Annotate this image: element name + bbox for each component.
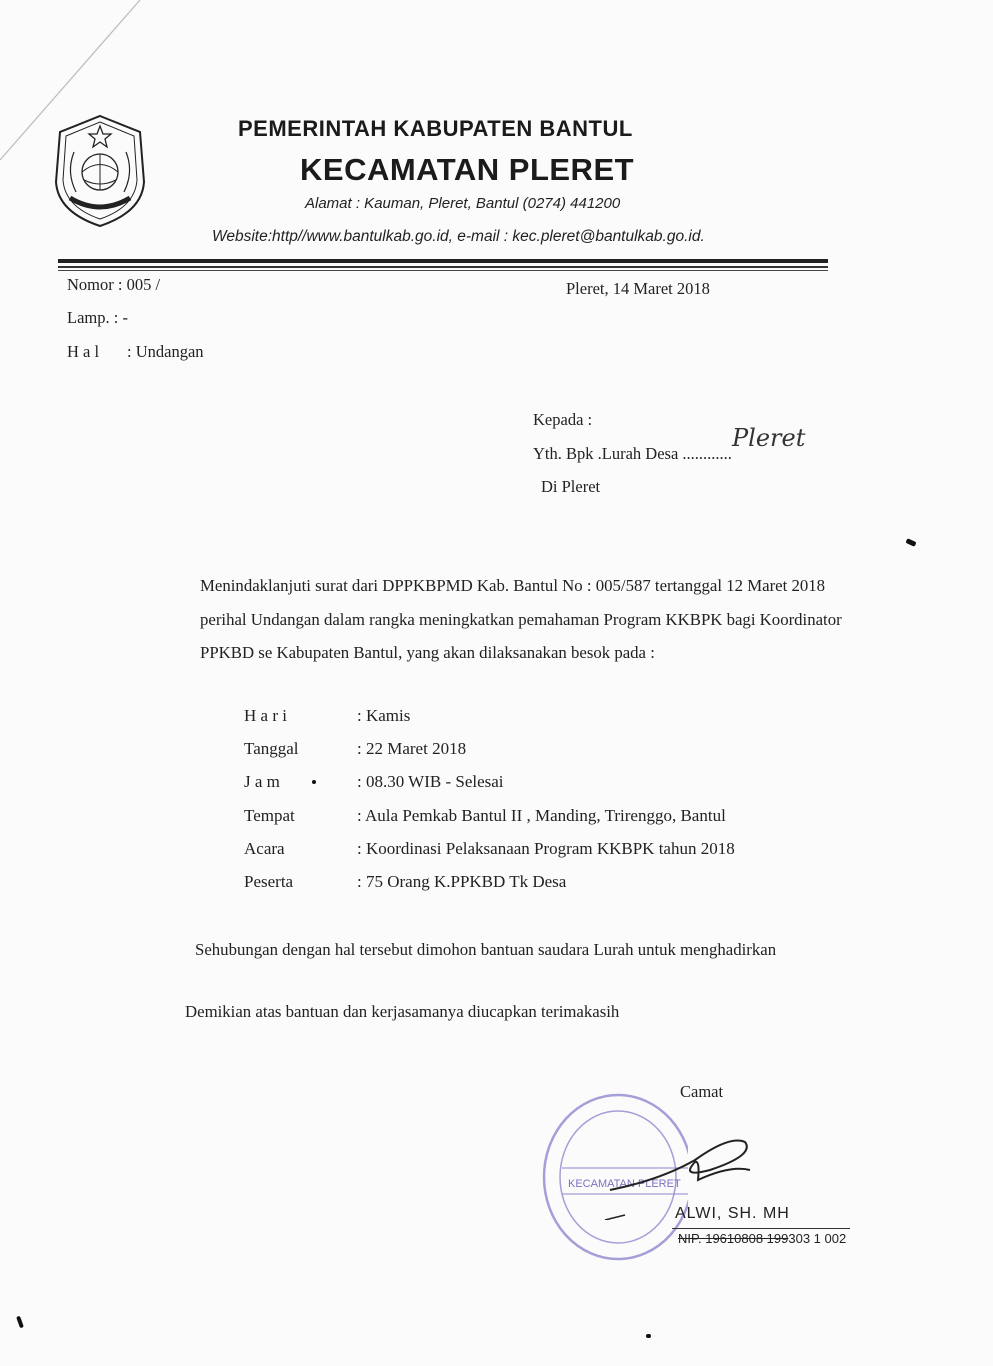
letterhead-office: KECAMATAN PLERET — [300, 152, 635, 187]
scan-speck — [905, 538, 916, 547]
letter-subject: : Undangan — [127, 342, 204, 361]
agenda-value-participants: : 75 Orang K.PPKBD Tk Desa — [357, 872, 567, 891]
signatory-underline — [672, 1228, 850, 1229]
agenda-label-date: Tanggal — [244, 739, 299, 758]
agenda-label-time: J a m — [244, 772, 280, 791]
letterhead-divider-thin-2 — [58, 270, 828, 271]
bantul-emblem-logo — [52, 112, 148, 230]
letter-number: Nomor : 005 / — [67, 275, 161, 294]
scan-speck — [312, 780, 316, 784]
agenda-label-place: Tempat — [244, 806, 295, 825]
body-line-2: perihal Undangan dalam rangka meningkatkan pemahaman Program KKBPK bagi Koordinator — [200, 610, 842, 629]
letter-subject-label: H a l — [67, 342, 100, 361]
letterhead-divider-thin — [58, 266, 828, 268]
agenda-value-time: : 08.30 WIB - Selesai — [357, 772, 504, 791]
recipient-yth: Yth. Bpk .Lurah Desa ............ — [533, 444, 732, 463]
recipient-location: Di Pleret — [541, 477, 601, 496]
recipient-kepada: Kepada : — [533, 410, 593, 429]
body-line-1: Menindaklanjuti surat dari DPPKBPMD Kab. Bantul No : 005/587 tertanggal 12 Maret 2018 — [200, 576, 826, 595]
letterhead-address: Alamat : Kauman, Pleret, Bantul (0274) 441200 — [305, 195, 621, 212]
body-line-3: PPKBD se Kabupaten Bantul, yang akan dilaksanakan besok pada : — [200, 643, 655, 662]
signatory-name: ALWI, SH. MH — [675, 1205, 790, 1222]
agenda-label-day: H a r i — [244, 706, 287, 725]
body-paragraph-2: Sehubungan dengan hal tersebut dimohon bantuan saudara Lurah untuk menghadirkan — [195, 940, 777, 959]
recipient-handwritten-village: Pleret — [732, 424, 806, 452]
stamp-text: KECAMATAN PLERET — [568, 1178, 681, 1190]
agenda-value-day: : Kamis — [357, 706, 411, 725]
letterhead-website-email: Website:http//www.bantulkab.go.id, e-mail : kec.pleret@bantulkab.go.id. — [212, 228, 705, 245]
agenda-value-place: : Aula Pemkab Bantul II , Manding, Trirenggo, Bantul — [357, 806, 726, 825]
letterhead-divider — [58, 259, 828, 263]
letterhead-government: PEMERINTAH KABUPATEN BANTUL — [238, 116, 633, 141]
agenda-value-event: : Koordinasi Pelaksanaan Program KKBPK tahun 2018 — [357, 839, 735, 858]
letter-attachment: Lamp. : - — [67, 308, 128, 327]
agenda-value-date: : 22 Maret 2018 — [357, 739, 467, 758]
body-paragraph-3: Demikian atas bantuan dan kerjasamanya diucapkan terimakasih — [185, 1002, 620, 1021]
signatory-nip-struck: NIP. 19610808 199 — [678, 1231, 789, 1246]
signatory-title: Camat — [680, 1082, 724, 1101]
agenda-label-event: Acara — [244, 839, 285, 858]
place-and-date: Pleret, 14 Maret 2018 — [566, 279, 710, 298]
signatory-nip-rest: 303 1 002 — [788, 1231, 847, 1246]
scan-speck — [16, 1316, 24, 1329]
scan-speck — [646, 1334, 651, 1338]
signatory-nip — [678, 1231, 846, 1246]
agenda-label-participants: Peserta — [244, 872, 294, 891]
